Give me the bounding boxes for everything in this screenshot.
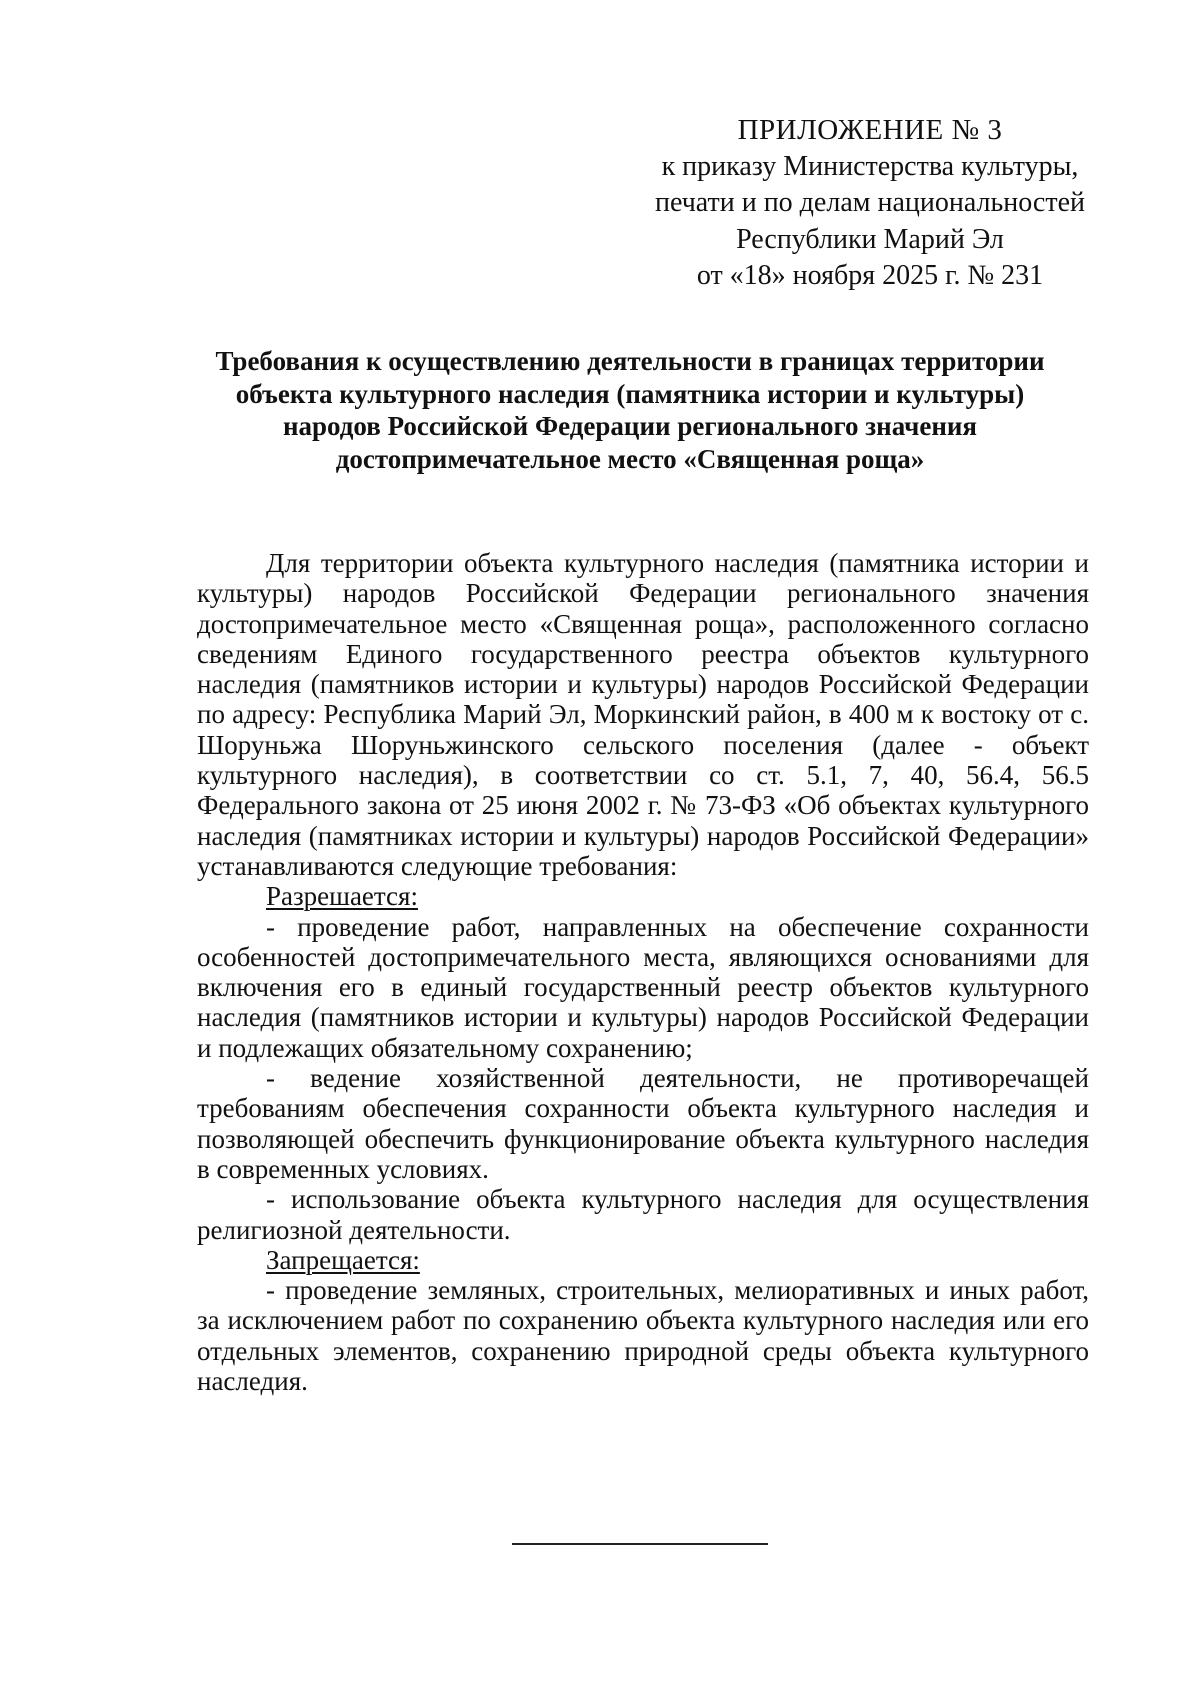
title-line: достопримечательное место «Священная роща»	[335, 443, 925, 474]
forbidden-heading: Запрещается:	[266, 1244, 420, 1275]
allowed-heading: Разрешается:	[266, 881, 418, 912]
appendix-line-order: к приказу Министерства культуры,	[661, 150, 1079, 182]
allowed-item: - использование объекта культурного наследия для осуществления религиозной деятельности.	[197, 1184, 1089, 1245]
title-line: объекта культурного наследия (памятника истории и культуры)	[235, 378, 1025, 409]
appendix-line-republic: Республики Марий Эл	[736, 223, 1004, 255]
document-title	[170, 345, 1090, 475]
intro-paragraph: Для территории объекта культурного наследия (памятника истории и культуры) народов Российской Федерации регионального значения достопримечательное место «Священная роща», расположенного согласно сведениям Единого государственного реестра объектов культурного наследия (памятников истории и культуры) народов Российской Федерации по адресу: Республика Марий Эл, Моркинский район, в 400 м к востоку от с. Шоруньжа Шоруньжинского сельского поселения (далее - объект культурного наследия), в соответствии со ст. 5.1, 7, 40, 56.4, 56.5 Федерального закона от 25 июня 2002 г. № 73-ФЗ «Об объектах культурного наследия (памятниках истории и культуры) народов Российской Федерации» устанавливаются следующие требования:	[197, 548, 1089, 881]
closing-rule	[512, 1543, 768, 1545]
allowed-item: - проведение работ, направленных на обеспечение сохранности особенностей достопримечательного места, являющихся основаниями для включения его в единый государственный реестр объектов культурного наследия (памятников истории и культуры) народов Российской Федерации и подлежащих обязательному сохранению;	[197, 911, 1089, 1063]
allowed-item: - ведение хозяйственной деятельности, не противоречащей требованиям обеспечения сохранности объекта культурного наследия и позволяющей обеспечить функционирование объекта культурного наследия в современных условиях.	[197, 1063, 1089, 1184]
appendix-block	[650, 112, 1090, 295]
appendix-line-ministry: печати и по делам национальностей	[654, 187, 1086, 218]
title-line: народов Российской Федерации регионального значения	[282, 411, 978, 441]
forbidden-item: - проведение земляных, строительных, мелиоративных и иных работ, за исключением работ по сохранению объекта культурного наследия или его отдельных элементов, сохранению природной среды объекта культурного наследия.	[197, 1275, 1089, 1397]
document-body	[197, 548, 1089, 1396]
appendix-line-date: от «18» ноября 2025 г. № 231	[696, 260, 1044, 291]
appendix-heading: ПРИЛОЖЕНИЕ № 3	[737, 114, 1003, 146]
title-line: Требования к осуществлению деятельности в границах территории	[215, 346, 1045, 376]
